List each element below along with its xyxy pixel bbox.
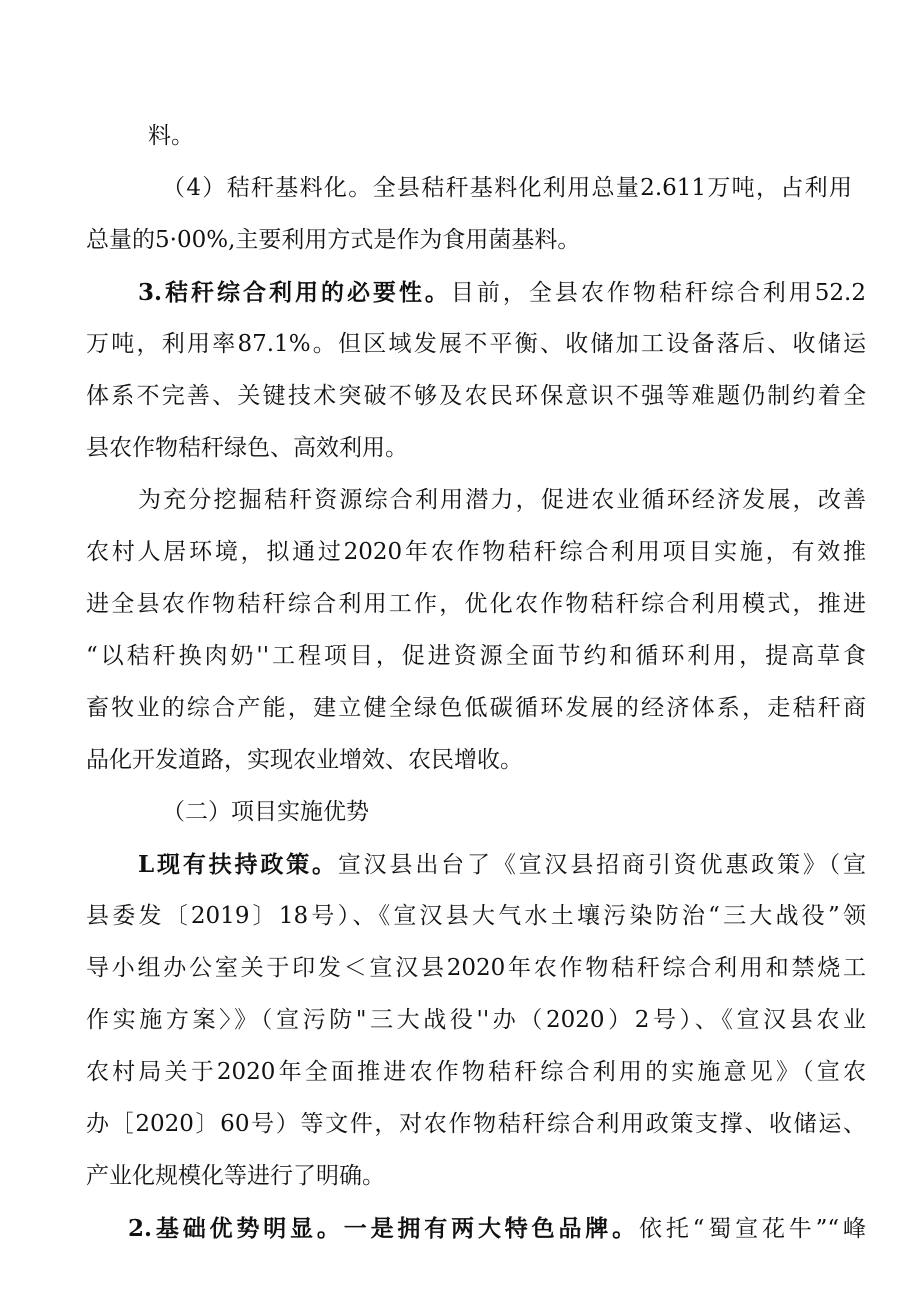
- paragraph-line: 县委发〔2019〕18号）、《宣汉县大气水土壤污染防治“三大战役”领: [86, 903, 866, 929]
- paragraph-line: 料。: [148, 123, 194, 149]
- paragraph-line: 办［2020〕60号）等文件，对农作物秸秆综合利用政策支撑、收储运、: [86, 1111, 866, 1137]
- paragraph-line: 农村人居环境，拟通过2020年农作物秸秆综合利用项目实施，有效推: [86, 539, 866, 565]
- paragraph-line: 进全县农作物秸秆综合利用工作，优化农作物秸秆综合利用模式，推进: [86, 591, 866, 617]
- paragraph-line: L现有扶持政策。宣汉县出台了《宣汉县招商引资优惠政策》（宣: [138, 851, 867, 878]
- section-heading: 3.秸秆综合利用的必要性。: [138, 279, 451, 306]
- paragraph-line: 3.秸秆综合利用的必要性。目前，全县农作物秸秆综合利用52.2: [138, 279, 866, 306]
- paragraph-line: 县农作物秸秆绿色、高效利用。: [86, 435, 408, 461]
- paragraph-line: 产业化规模化等进行了明确。: [86, 1163, 385, 1189]
- paragraph-line: “以秸秆换肉奶''工程项目，促进资源全面节约和循环利用，提高草食: [86, 643, 866, 669]
- section-heading: L现有扶持政策。: [138, 851, 338, 878]
- paragraph-line: （4）秸秆基料化。全县秸秆基料化利用总量2.611万吨，占利用: [162, 175, 852, 201]
- paragraph-line: 作实施方案〉》（宣污防"三大战役''办（2020）2号）、《宣汉县农业: [86, 1007, 866, 1033]
- paragraph-line: 品化开发道路，实现农业增效、农民增收。: [86, 747, 523, 773]
- paragraph-line: 总量的5·00%,主要利用方式是作为食用菌基料。: [86, 227, 581, 253]
- subsection-heading: （二）项目实施优势: [162, 799, 369, 825]
- paragraph-line: 体系不完善、关键技术突破不够及农民环保意识不强等难题仍制约着全: [86, 383, 866, 409]
- paragraph-line: 畜牧业的综合产能，建立健全绿色低碳循环发展的经济体系，走秸秆商: [86, 695, 866, 721]
- section-heading: 2.基础优势明显。一是拥有两大特色品牌。: [128, 1215, 639, 1242]
- paragraph-line: 为充分挖掘秸秆资源综合利用潜力，促进农业循环经济发展，改善: [138, 487, 866, 513]
- paragraph-line: 2.基础优势明显。一是拥有两大特色品牌。依托“蜀宣花牛”“峰: [128, 1215, 867, 1242]
- paragraph-line: 万吨，利用率87.1%。但区域发展不平衡、收储加工设备落后、收储运: [86, 331, 866, 357]
- paragraph-line: 导小组办公室关于印发＜宣汉县2020年农作物秸秆综合利用和禁烧工: [86, 955, 866, 981]
- paragraph-line: 农村局关于2020年全面推进农作物秸秆综合利用的实施意见》（宣农: [86, 1059, 866, 1085]
